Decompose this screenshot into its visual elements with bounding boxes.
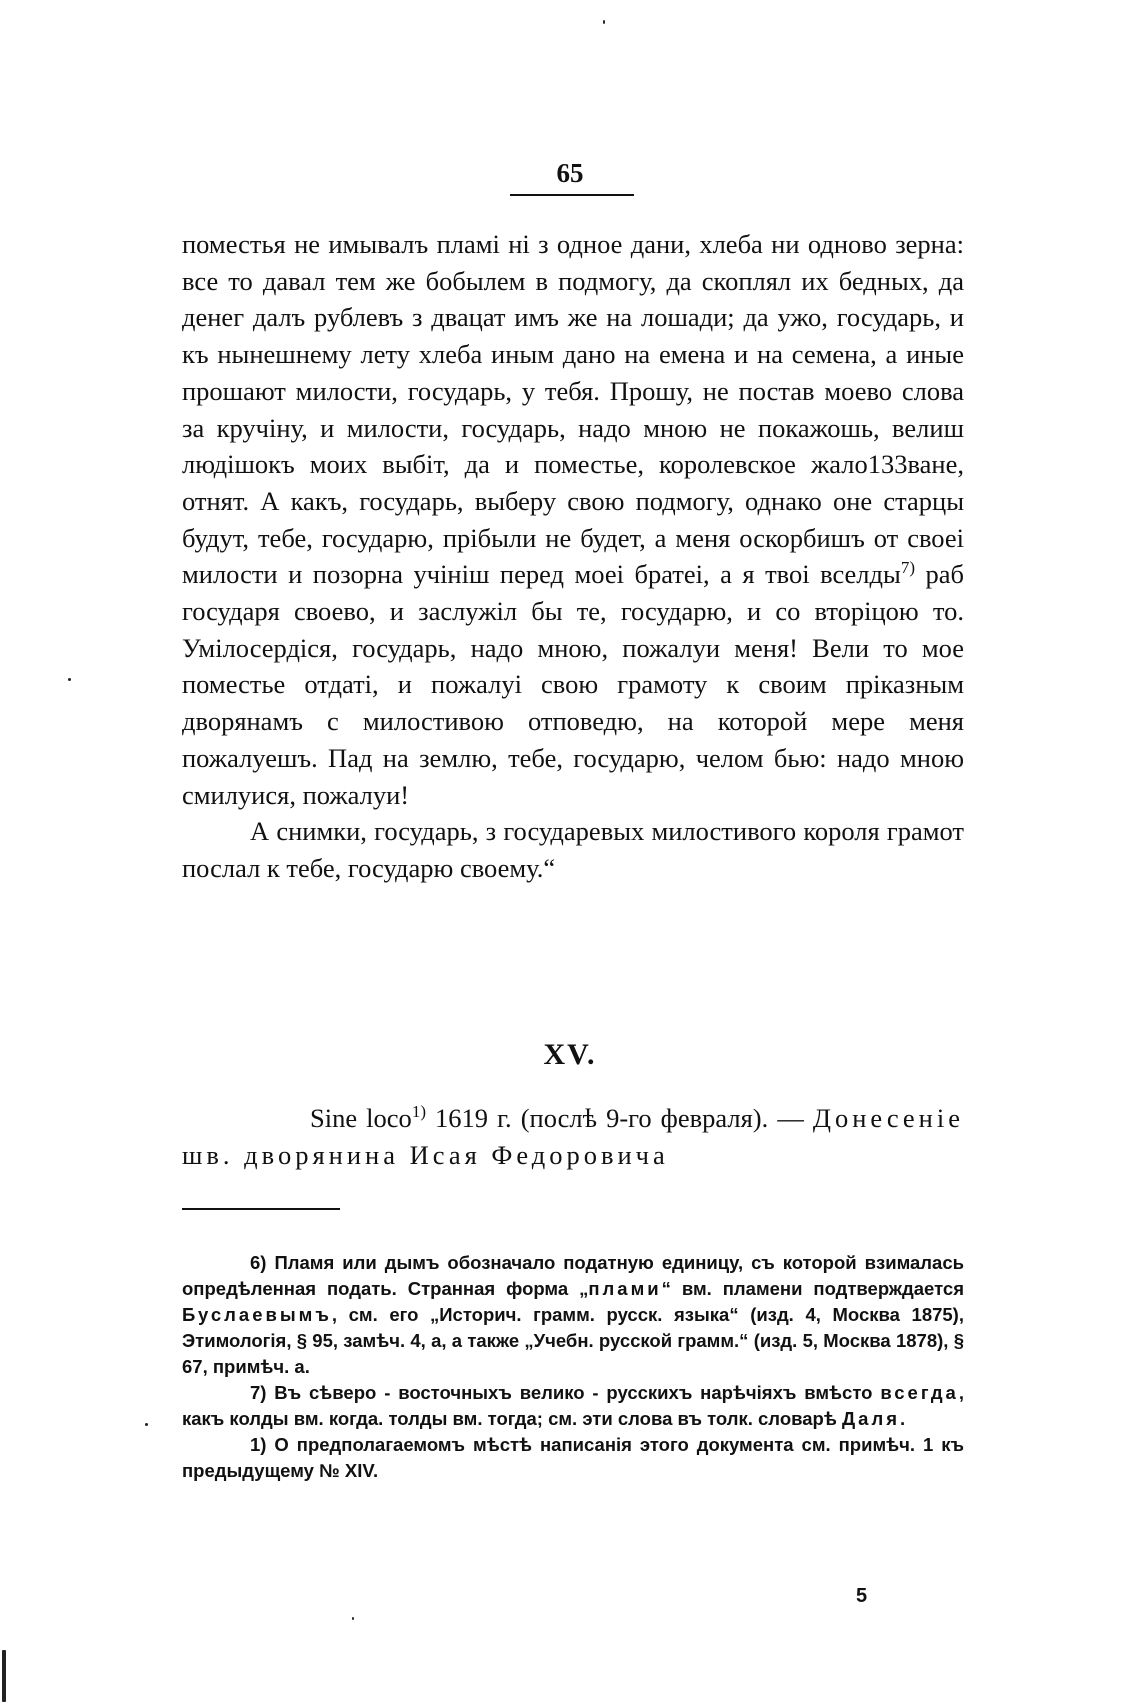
scan-speck [145, 1423, 148, 1426]
footnote-7 [182, 1380, 964, 1432]
footnote-6-part-c: “ вм. пламени подтверждается [661, 1278, 964, 1299]
signature-mark: 5 [856, 1585, 868, 1607]
footnote-7-part-a: 7) Въ сѣверо - восточныхъ велико - русскихъ нарѣчіяхъ вмѣсто [250, 1382, 881, 1403]
footnote-6-part-b: плами [588, 1278, 662, 1299]
scan-speck [68, 678, 71, 681]
scan-speck [603, 20, 605, 24]
paragraph-1-text: поместья не имывалъ пламі ні з одное дани, хлеба ни одново зерна: все то давал тем же бобылем в подмогу, да скоплял их бедных, да денег далъ рублевъ з двацат имъ же на лошади; да ужо, государь, и къ нынешнему лету хлеба иным дано на емена и на семена, а иные прошают милости, государь, у тебя. Прошу, не постав моево слова за кручіну, и милости, государь, надо мною не покажошь, велиш людішокъ моих выбіт, да и поместье, королевское жало133ване, отнят. А какъ, государь, выберу свою подмогу, однако оне старцы будут, тебе, государю, прібыли не будет, а меня оскорбишъ от своеі милости и позорна учініш перед моеі братеі, а я твоі вселды [182, 229, 964, 590]
page-number-rule [510, 194, 634, 196]
section-intro-middle: 1619 г. (послѣ 9-го февраля). — [425, 1103, 813, 1133]
section-intro-start: Sine loco [310, 1103, 412, 1133]
paragraph-1 [182, 226, 964, 813]
page-number: 65 [556, 158, 584, 188]
section-heading: XV. [543, 1038, 597, 1071]
footnote-6 [182, 1250, 964, 1380]
section-intro-paragraph [182, 1100, 964, 1174]
footnotes [182, 1250, 964, 1484]
paragraph-1-text-end: раб государя своево, и заслужіл бы те, государю, и со вторіцою то. Умілосердіся, государь, надо мною, пожалуи меня! Вели то мое поместье отдаті, и пожалуі свою грамоту к своим пріказным дворянамъ с милостивою отповедю, на которой мере меня пожалуешъ. Пад на землю, тебе, государю, челом бью: надо мною смилуися, пожалуи! [182, 559, 965, 810]
footnote-rule [182, 1208, 340, 1210]
footnote-6-part-d: Буслаевымъ [182, 1304, 332, 1325]
scan-speck [2, 1650, 6, 1702]
footnote-ref-7: 7) [900, 558, 915, 578]
footnote-1: 1) О предполагаемомъ мѣстѣ написанія этого документа см. примѣч. 1 къ предыдущему № XIV. [182, 1434, 964, 1481]
footnote-6-part-a: 6) Пламя или дымъ обозначало податную единицу, съ которой взималась опредѣленная подать. Странная форма „ [182, 1252, 964, 1299]
footnote-7-part-d: Даля [841, 1408, 900, 1429]
main-text [182, 226, 964, 887]
footnote-6-part-e: , см. его „Историч. грамм. русск. языка“ (изд. 4, Москва 1875), Этимологія, § 95, замѣч. 4, а, а также „Учебн. русской грамм.“ (изд. 5, Москва 1878), § 67, примѣч. а. [182, 1304, 964, 1377]
footnote-7-part-b: всегда [880, 1382, 959, 1403]
section-intro [182, 1100, 964, 1174]
footnote-7-part-c: , какъ колды вм. когда. толды вм. тогда; см. эти слова въ толк. словарѣ [182, 1382, 964, 1429]
scan-speck [352, 1617, 354, 1620]
footnote-ref-1: 1) [411, 1102, 426, 1122]
paragraph-2: А снимки, государь, з государевых милостивого короля грамот послал к тебе, государю своему.“ [182, 816, 964, 883]
section-intro-spaced: Донесеніе шв. дворянина Исая Федоровича [182, 1103, 964, 1170]
footnote-7-part-e: . [900, 1408, 906, 1429]
